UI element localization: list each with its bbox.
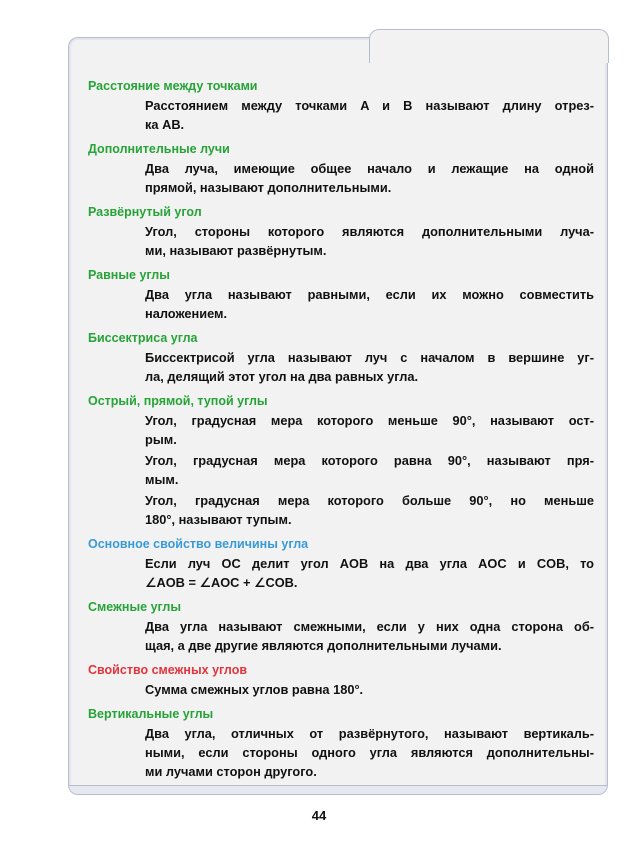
definition-section [88,599,594,655]
text-line: Угол, стороны которого являются дополнительными луча- [145,224,594,239]
text-line: рым. [145,432,177,447]
text-line: наложением. [145,306,228,321]
section-heading: Вертикальные углы [88,707,214,721]
definition-section [88,141,594,197]
definition-paragraph [88,680,594,699]
definition-section [88,536,594,592]
text-line: Расстояниeм между точками A и B называют длину отрез- [145,98,594,113]
text-line: Два луча, имеющие общее начало и лежащие на одной [145,161,594,176]
definition-section [88,662,594,699]
text-line: ными, если стороны одного угла являются дополнительны- [145,745,594,760]
section-heading: Равные углы [88,268,170,282]
text-line: Угол, градусная мера которого больше 90°, но меньше [145,493,594,508]
section-heading: Основное свойство величины угла [88,537,309,551]
definition-paragraph [88,222,594,260]
definition-paragraph [88,411,594,449]
definition-section [88,267,594,323]
text-line: ка AB. [145,117,185,132]
definition-paragraph [88,159,594,197]
definition-section [88,706,594,781]
definition-paragraph [88,285,594,323]
page-number: 44 [311,808,327,823]
text-line: Если луч OC делит угол AOB на два угла AOC и COB, то [145,556,594,571]
definition-paragraph [88,451,594,489]
definitions-list [88,78,594,788]
text-line: щая, а две другие являются дополнительными лучами. [145,638,502,653]
text-line: мым. [145,472,179,487]
definition-paragraph [88,617,594,655]
card-tab [369,29,609,63]
section-heading: Свойство смежных углов [88,663,248,677]
definition-paragraph [88,348,594,386]
definition-section [88,393,594,529]
section-heading: Расстояние между точками [88,79,258,93]
definition-paragraph [88,96,594,134]
text-line: ла, делящий этот угол на два равных угла. [145,369,419,384]
definition-section [88,330,594,386]
text-line: Биссектрисой угла называют луч с началом в вершине уг- [145,350,594,365]
section-heading: Дополнительные лучи [88,142,230,156]
text-line: 180°, называют тупым. [145,512,292,527]
definition-paragraph [88,491,594,529]
section-heading: Развёрнутый угол [88,205,202,219]
text-line: прямой, называют дополнительными. [145,180,392,195]
definition-section [88,204,594,260]
section-heading: Острый, прямой, тупой углы [88,394,268,408]
text-line: Угол, градусная мера которого меньше 90°, называют ост- [145,413,594,428]
text-line: Два угла называют равными, если их можно совместить [145,287,594,302]
text-line: ∠AOB = ∠AOC + ∠COB. [145,575,298,590]
text-line: ми, называют развёрнутым. [145,243,327,258]
definition-section [88,78,594,134]
text-line: Сумма смежных углов равна 180°. [145,682,364,697]
text-line: Два угла, отличных от развёрнутого, называют вертикаль- [145,726,594,741]
text-line: Два угла называют смежными, если у них одна сторона об- [145,619,594,634]
section-heading: Смежные углы [88,600,182,614]
definition-paragraph [88,554,594,592]
text-line: ми лучами сторон другого. [145,764,317,779]
text-line: Угол, градусная мера которого равна 90°, называют пря- [145,453,594,468]
definition-paragraph [88,724,594,781]
section-heading: Биссектриса угла [88,331,198,345]
